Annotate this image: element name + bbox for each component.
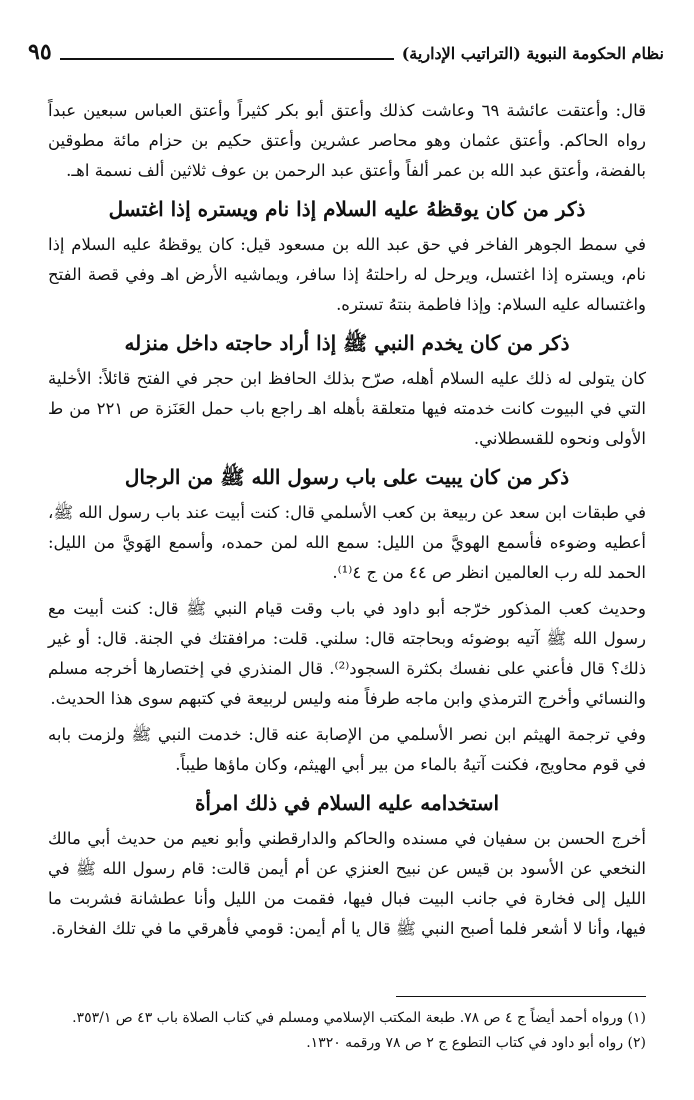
section-heading-door-guards: ذكر من كان يبيت على باب رسول الله ﷺ من الرجال bbox=[124, 465, 570, 489]
page-body bbox=[48, 96, 646, 944]
section-heading-household-service: ذكر من كان يخدم النبي ﷺ إذا أراد حاجته داخل منزله bbox=[124, 331, 570, 355]
book-title: نظام الحكومة النبوية (التراتيب الإدارية) bbox=[401, 44, 664, 63]
paragraph-abu-dawud: وحديث كعب المذكور خرّجه أبو داود في باب وقت قيام النبي ﷺ قال: كنت أبيت مع رسول الله ﷺ آتيه بوضوئه وبحاجته قال: سلني. قلت: مرافقتك في الجنة. قال: أو غير ذلك؟ قال فأعني على نفسك بكثرة السجود⁽²⁾. قال المنذري في إختصارها أخرجه مسلم والنسائي وأخرج الترمذي وابن ماجه طرفاً منه وليس لربيعة في كتبهم سوى هذا الحديث. bbox=[48, 599, 646, 708]
footnote-2: (٢) رواه أبو داود في كتاب التطوع ج ٢ ص ٧٨ ورقمه ١٣٢٠. bbox=[306, 1035, 646, 1051]
paragraph-wake: في سمط الجوهر الفاخر في حق عبد الله بن مسعود قيل: كان يوقظهُ عليه السلام إذا نام، ويستره إذا اغتسل، ويرحل له راحلتهُ إذا سافر، ويماشيه الأرض اهـ وفي قصة الفتح واغتساله عليه السلام: وإذا فاطمة بنتهُ تستره. bbox=[48, 235, 646, 314]
running-header bbox=[28, 30, 664, 64]
section-heading-woman-servant: استخدامه عليه السلام في ذلك امرأة bbox=[194, 791, 500, 815]
footnote-1: (١) ورواه أحمد أيضاً ج ٤ ص ٧٨. طبعة المكتب الإسلامي ومسلم في كتاب الصلاة باب ٤٣ ص ٣٥٣/١. bbox=[72, 1010, 646, 1026]
footnote-rule bbox=[396, 996, 646, 997]
intro-paragraph: قال: وأعتقت عائشة ٦٩ وعاشت كذلك وأعتق أبو بكر كثيراً وأعتق العباس سبعين عبداً رواه الحاكم. وأعتق عثمان وهو محاصر عشرين وأعتق حكيم بن حزام مائة مطوقين بالفضة، وأعتق عبد الله بن عمر ألفاً وأعتق عبد الرحمن بن عوف ثلاثين ألف نسمة اهـ. bbox=[48, 101, 646, 180]
paragraph-household-service: كان يتولى له ذلك عليه السلام أهله، صرّح بذلك الحافظ ابن حجر في الفتح قائلاً: الأخلية التي في البيوت كانت خدمته فيها متعلقة بأهله اهـ راجع باب حمل العَنَزة ص ٢٢١ من ط الأولى ونحوه للقسطلاني. bbox=[48, 369, 646, 448]
section-heading-wake: ذكر من كان يوقظهُ عليه السلام إذا نام ويستره إذا اغتسل bbox=[108, 197, 586, 221]
header-rule bbox=[60, 58, 394, 60]
footnotes bbox=[48, 1006, 646, 1056]
paragraph-umm-ayman: أخرج الحسن بن سفيان في مسنده والحاكم والدارقطني وأبو نعيم من حديث أبي مالك النخعي عن الأسود بن قيس عن نبيح العنزي عن أم أيمن قالت: قام رسول الله ﷺ في الليل إلى فخارة في جانب البيت فبال فيها، فقمت من الليل وأنا عطشانة فشربت ما فيها، وأنا لا أشعر فلما أصبح النبي ﷺ قال يا أم أيمن: قومي فأهرقي ما في تلك الفخارة. bbox=[48, 829, 646, 938]
paragraph-rabia: في طبقات ابن سعد عن ربيعة بن كعب الأسلمي قال: كنت أبيت عند باب رسول الله ﷺ، أعطيه وضوءه فأسمع الهويَّ من الليل: سمع الله لمن حمده، وأسمع الهَويَّ من الليل: الحمد لله رب العالمين انظر ص ٤٤ من ج ٤⁽¹⁾. bbox=[48, 503, 646, 582]
paragraph-haytham: وفي ترجمة الهيثم ابن نصر الأسلمي من الإصابة عنه قال: خدمت النبي ﷺ ولزمت بابه في قوم محاويج، فكنت آتيهُ بالماء من بير أبي الهيثم، وكان ماؤها طيباً. bbox=[48, 725, 646, 774]
page-number: ٩٥ bbox=[28, 39, 52, 65]
